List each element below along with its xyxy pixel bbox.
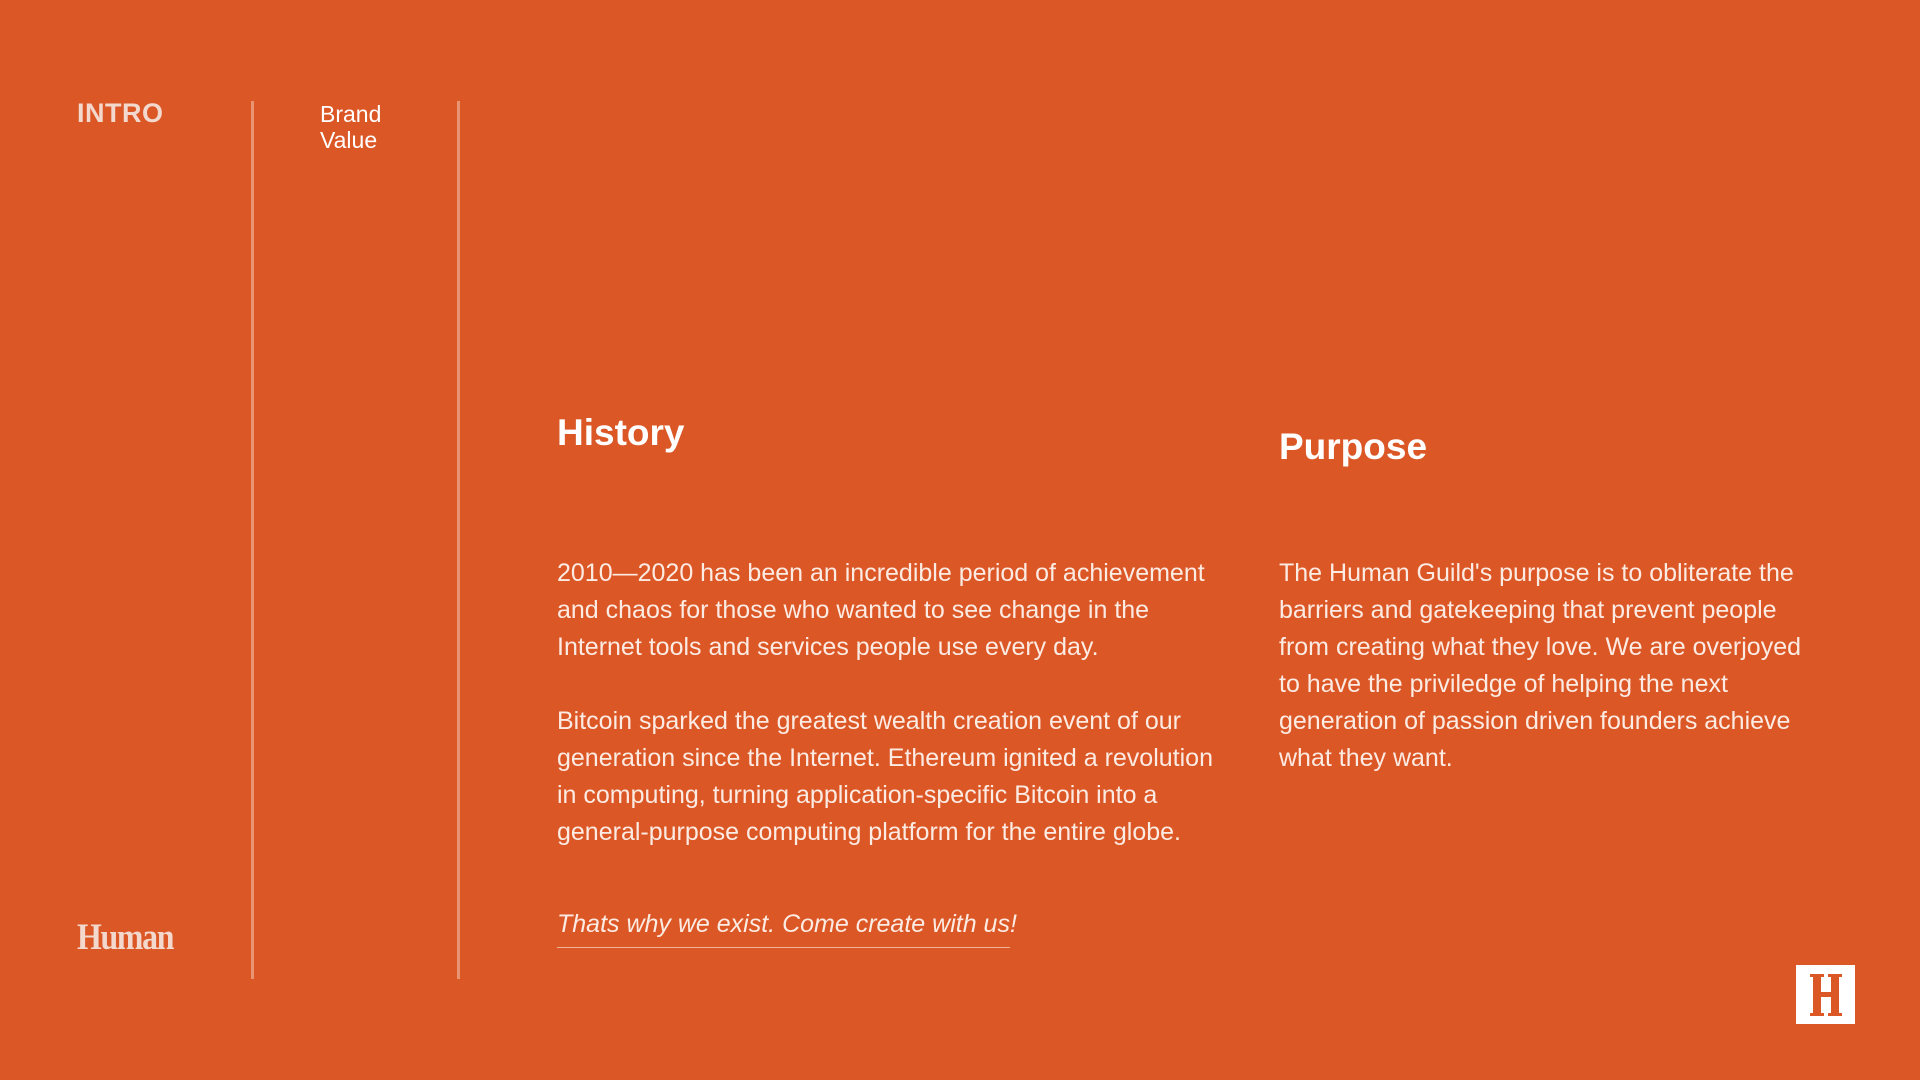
divider-line <box>457 101 460 979</box>
history-heading: History <box>557 412 685 453</box>
purpose-paragraph: The Human Guild's purpose is to obliterate the barriers and gatekeeping that prevent people from creating what they love. We are overjoyed to have the priviledge of helping the next generation of passion driven founders achieve what they want. <box>1279 559 1802 772</box>
section-label: INTRO <box>77 98 164 128</box>
history-paragraph: Bitcoin sparked the greatest wealth creation event of our generation since the Internet. Ethereum ignited a revolution in computing, turning application-specific Bitcoin into a general-purpose computing platform for the entire globe. <box>557 707 1213 846</box>
history-paragraph: 2010—2020 has been an incredible period of achievement and chaos for those who wanted to see change in the Internet tools and services people use every day. <box>557 559 1205 661</box>
human-wordmark-logo: Human <box>77 917 174 958</box>
h-monogram-icon <box>1796 965 1855 1024</box>
divider-line <box>251 101 254 979</box>
subsection-label: Brand Value <box>320 101 382 153</box>
purpose-heading: Purpose <box>1279 426 1428 467</box>
h-monogram-glyph-icon <box>1809 972 1843 1018</box>
cta-link[interactable]: Thats why we exist. Come create with us! <box>557 910 1010 948</box>
